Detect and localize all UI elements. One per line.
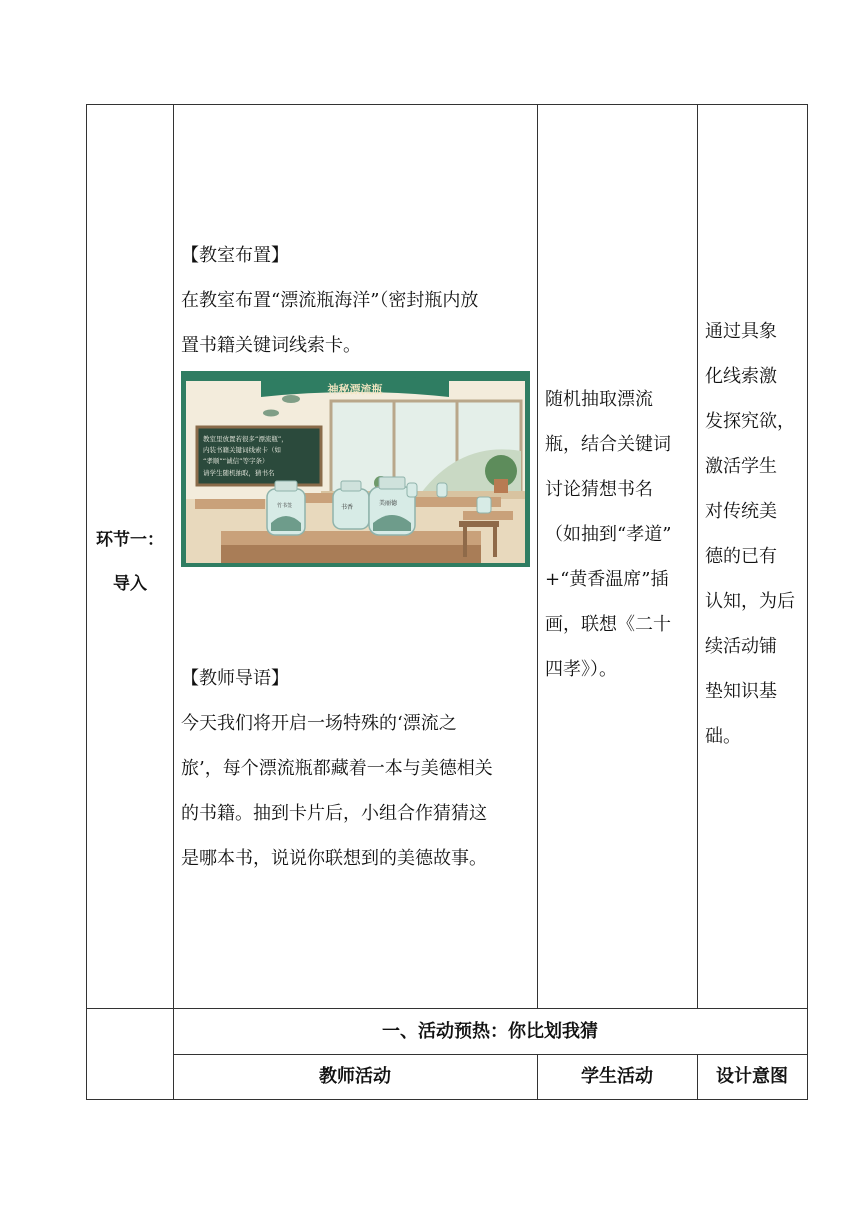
jar-left-icon [267, 481, 305, 535]
stage-label-line2: 导入 [113, 574, 147, 594]
board-line-3: “孝顺”“诚信”等字条） [203, 457, 269, 465]
column-header-design: 设计意图 [716, 1066, 788, 1087]
teacher-intro-text-4: 是哪本书，说说你联想到的美德故事。 [181, 848, 487, 869]
design-intent-line-10: 础。 [705, 726, 741, 747]
col-divider-2 [537, 105, 538, 1009]
board-line-2: 内装书籍关键词线索卡（如 [203, 446, 281, 454]
teacher-intro-text-1: 今天我们将开启一场特殊的‘漂流之 [181, 713, 457, 734]
drift-bottle-classroom-illustration [181, 371, 530, 567]
classroom-setup-heading: 【教室布置】 [181, 245, 289, 266]
student-activity-line-5: +“黄香温席”插 [545, 569, 669, 590]
jar-left-label: 竹书签 [277, 503, 293, 509]
student-activity-line-6: 画，联想《二十 [545, 614, 671, 635]
column-header-student: 学生活动 [581, 1066, 653, 1087]
teacher-intro-text-2: 旅’，每个漂流瓶都藏着一本与美德相关 [181, 758, 493, 779]
student-activity [545, 377, 695, 692]
teacher-activity-bottom [181, 656, 537, 881]
teacher-intro-text-3: 的书籍。抽到卡片后，小组合作猜猜这 [181, 803, 487, 824]
design-intent [705, 309, 809, 759]
stage-label-line1: 环节一： [96, 530, 164, 550]
student-activity-line-3: 讨论猜想书名 [545, 479, 653, 500]
section-title: 一、活动预热：你比划我猜 [382, 1021, 598, 1042]
banner-title: 神秘漂流瓶 [327, 383, 383, 396]
teacher-activity-top [181, 233, 537, 368]
classroom-setup-text-1: 在教室布置“漂流瓶海洋”（密封瓶内放 [181, 290, 479, 311]
design-intent-line-5: 对传统美 [705, 501, 777, 522]
stage-label [87, 518, 173, 606]
jar-right-label: 美丽德 [379, 500, 398, 507]
design-intent-line-9: 垫知识基 [705, 681, 777, 702]
student-activity-line-1: 随机抽取漂流 [545, 389, 653, 410]
design-intent-line-4: 激活学生 [705, 456, 777, 477]
teacher-intro-heading: 【教师导语】 [181, 668, 289, 689]
col-divider-1 [173, 105, 174, 1099]
design-intent-line-8: 续活动铺 [705, 636, 777, 657]
classroom-setup-text-2: 置书籍关键词线索卡。 [181, 335, 361, 356]
design-intent-line-3: 发探究欲， [705, 411, 795, 432]
design-intent-line-7: 认知，为后 [705, 591, 795, 612]
lesson-plan-table [86, 104, 808, 1100]
design-intent-line-2: 化线索激 [705, 366, 777, 387]
student-activity-line-4: （如抽到“孝道” [545, 524, 672, 545]
design-intent-line-1: 通过具象 [705, 321, 777, 342]
student-activity-line-7: 四孝》）。 [545, 659, 617, 680]
design-intent-line-6: 德的已有 [705, 546, 777, 567]
board-line-1: 教室里放置若很多“漂流瓶”， [203, 435, 288, 443]
column-header-teacher: 教师活动 [319, 1066, 391, 1087]
student-activity-line-2: 瓶，结合关键词 [545, 434, 671, 455]
jar-middle-label: 书香 [341, 504, 354, 511]
col-divider-3 [697, 105, 698, 1009]
board-line-4: 请学生随机抽取，猜书名 [203, 469, 275, 477]
